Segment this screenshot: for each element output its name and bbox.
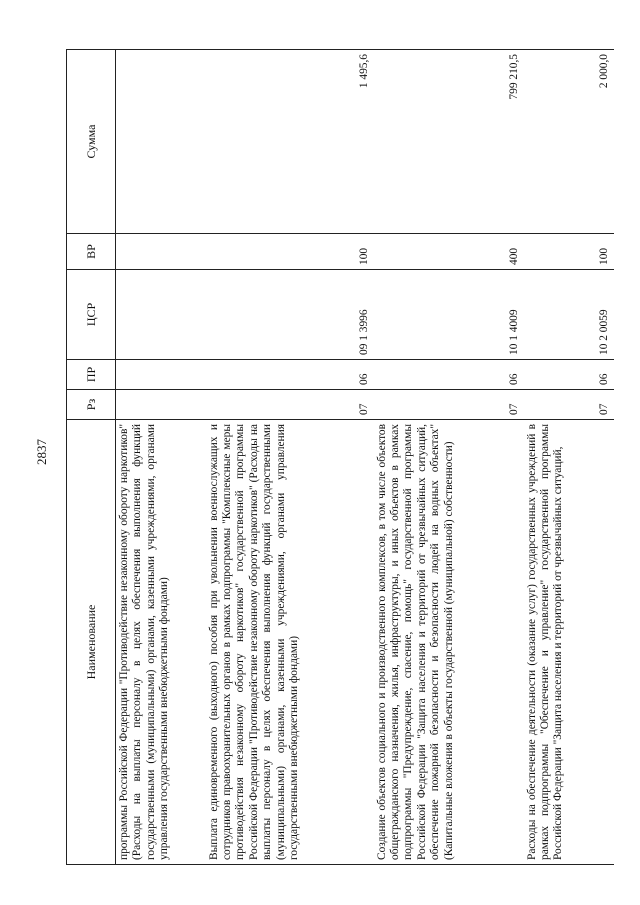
table-row [206,50,374,865]
rotated-table-container [66,50,620,865]
header-pr: ПР [67,360,116,390]
row-name: программы Российской Федерации "Противодействие незаконному обороту наркотиков" (Расходы на выплаты персоналу в целях обеспечения выполнения функций государственными (муниципальными) органами, казенными учреждениями, органами управления государственными внебюджетными фондами) [116,420,206,865]
row-name: Расходы на обеспечение деятельности (оказание услуг) государственных учреждений в рамках подпрограммы "Обеспечение и управление" государственной программы Российской Федерации "Защита населения и территорий от чрезвычайных ситуаций, [524,420,614,865]
page-number-text: 2837 [34,439,49,465]
row-pr: 06 [524,360,614,390]
row-pr: 06 [374,360,524,390]
row-csr: 09 1 3996 [206,270,374,360]
row-name: Создание объектов социального и производственного комплексов, в том числе объектов общегражданского назначения, жилья, инфраструктуры, и иных объектов в рамках подпрограммы "Предупреждение, спасение, помощь" государственной программы Российской Федерации "Защита населения и территорий от чрезвычайных ситуаций, обеспечение пожарной безопасности и безопасности людей на водных объектах" (Капитальные вложения в объекты государственной (муниципальной) собственности) [374,420,524,865]
table-row [116,50,206,865]
header-vr: ВР [67,234,116,270]
table-header-row [67,50,116,865]
budget-table-region [66,50,620,865]
row-name: Выплата единовременного (выходного) пособия при увольнении военнослужащих и сотрудников правоохранительных органов в рамках подпрограммы "Комплексные меры противодействия незаконному обороту наркотиков" государственной программы Российской Федерации "Противодействие незаконному обороту наркотиков" (Расходы на выплаты персоналу в целях обеспечения выполнения функций государственными (муниципальными) органами, казенными учреждениями, органами управления государственными внебюджетными фондами) [206,420,374,865]
header-csr: ЦСР [67,270,116,360]
budget-table [66,49,614,865]
table-row [524,50,614,865]
header-sum: Сумма [67,50,116,234]
row-rz: 07 [374,390,524,420]
row-vr: 100 [524,234,614,270]
row-csr: 10 2 0059 [524,270,614,360]
row-rz: 07 [206,390,374,420]
row-rz: 07 [524,390,614,420]
row-sum: 1 495,6 [206,50,374,234]
row-pr: 06 [206,360,374,390]
row-csr: 10 1 4009 [374,270,524,360]
header-name: Наименование [67,420,116,865]
table-row [374,50,524,865]
header-rz: Рз [67,390,116,420]
row-vr: 400 [374,234,524,270]
row-sum: 799 210,5 [374,50,524,234]
row-vr: 100 [206,234,374,270]
row-sum: 2 000,0 [524,50,614,234]
